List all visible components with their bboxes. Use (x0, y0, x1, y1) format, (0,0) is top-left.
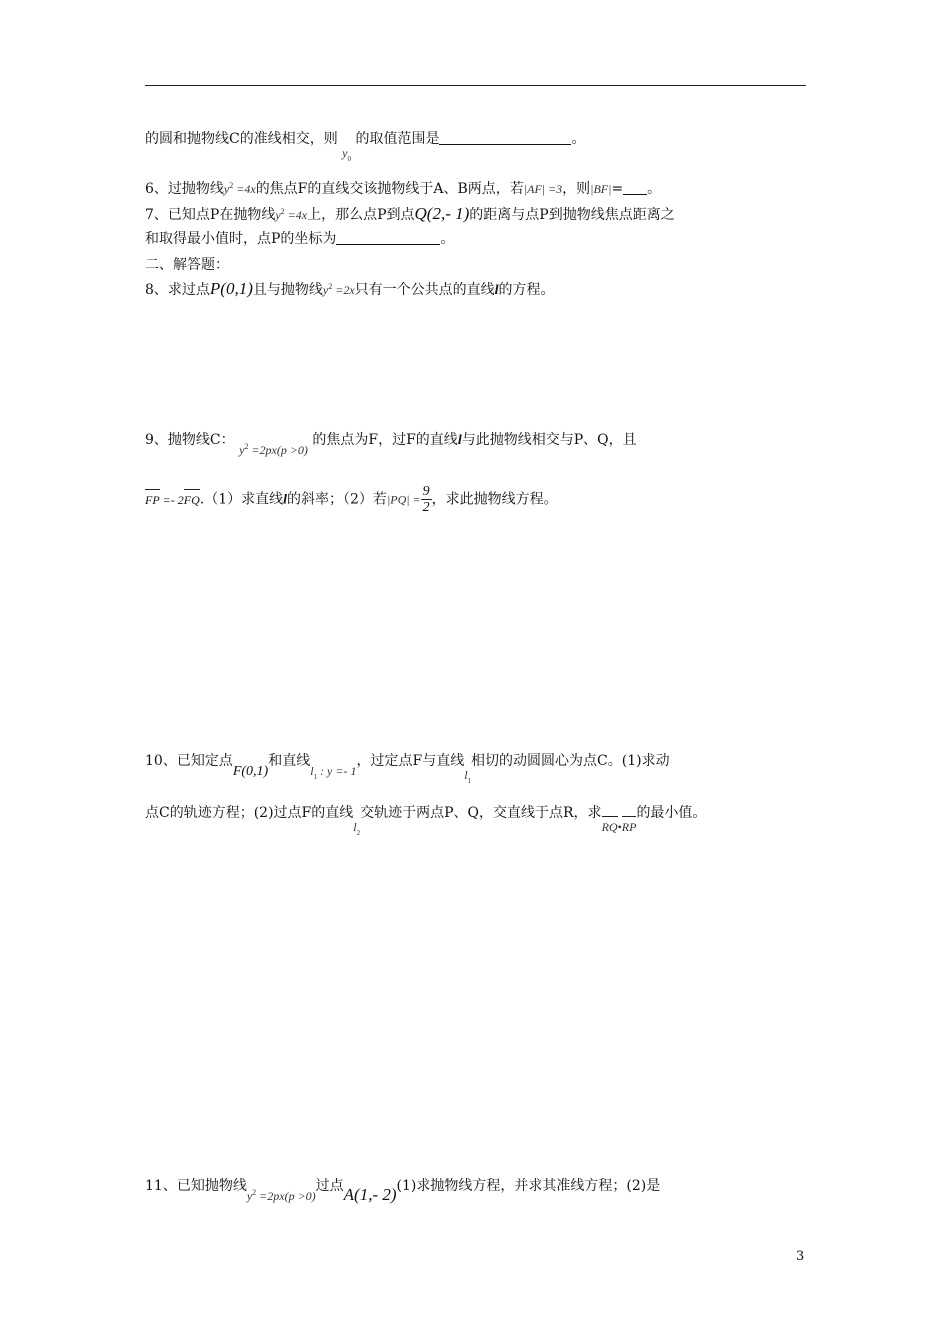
vector-equation: FP =- 2FQ (145, 493, 200, 508)
line-l1: $l_1$ (464, 768, 472, 785)
line-l: l (494, 283, 499, 298)
point-a: A(1,- 2) (343, 1185, 397, 1204)
point-f: F(0,1) (232, 764, 269, 779)
q8-equation: $y^2 =2x$ (322, 282, 355, 297)
line-l2: $l_2$ (353, 820, 361, 837)
line-l1-eq: $l_1$ : y =- 1 (310, 764, 357, 781)
q5-tail: 的圆和抛物线C的准线相交，则 $y_0$ 的取值范围是 。 (145, 131, 586, 163)
q10: 10、已知定点F(0,1)和直线$l_1$ : y =- 1，过定点F与直线$l_1$相切的动圆圆心为点C。(1)求动 (145, 753, 670, 785)
answer-blank (439, 130, 571, 145)
vector-product: RQ•RP (602, 820, 637, 834)
point-p: P(0,1) (209, 279, 253, 298)
q7: 7、已知点P在抛物线$y^2 =4x$上，那么点P到点Q(2,- 1)的距离与点P到抛物线焦点距离之 (145, 204, 675, 223)
fraction-9-2: $\frac{9}{2}$ (422, 484, 430, 515)
section-heading: 二、解答题： (145, 257, 229, 273)
q9-line2: FP =- 2FQ.（1）求直线l的斜率；（2）若|PQ| = $\frac{9}{2}$ ，求此抛物线方程。 (145, 484, 558, 515)
q6-equation: $y^2 =4x$ (223, 181, 256, 196)
q7-equation: $y^2 =4x$ (275, 207, 308, 222)
q5-text: 的圆和抛物线C的准线相交，则 (145, 131, 338, 147)
q7-line2: 和取得最小值时，点P的坐标为 。 (145, 231, 455, 247)
q9: 9、抛物线C： $y^2 =2px(p >0)$ 的焦点为F，过F的直线l与此抛物线相交与P、Q，且 (145, 432, 637, 457)
q9-equation: $y^2 =2px(p >0)$ (239, 442, 308, 457)
point-q: Q(2,- 1) (414, 204, 470, 223)
answer-blank (623, 180, 647, 195)
q5-text-b: 的取值范围是 (355, 131, 440, 147)
pq-expression: |PQ| = (386, 492, 421, 507)
af-expression: |AF| =3 (523, 182, 563, 196)
answer-blank (336, 230, 440, 245)
q11-equation: $y^2 =2px(p >0)$ (246, 1188, 316, 1203)
header-rule (145, 85, 806, 86)
q11: 11、已知抛物线$y^2 =2px(p >0)$过点A(1,- 2)(1)求抛物线方程，并求其准线方程；(2)是 (145, 1178, 661, 1204)
q10-line2: 点C的轨迹方程；(2)过点F的直线$l_2$交轨迹于两点P、Q，交直线于点R，求RQ•RP的最小值。 (145, 805, 707, 837)
bf-expression: |BF| (590, 182, 612, 196)
page-number: 3 (796, 1249, 805, 1264)
q8: 8、求过点P(0,1)且与抛物线$y^2 =2x$只有一个公共点的直线l的方程。 (145, 279, 555, 298)
y0-var: $y_0$ (342, 146, 351, 163)
q6: 6、过抛物线$y^2 =4x$的焦点F的直线交该抛物线于A、B两点，若|AF| =3，则|BF|= 。 (145, 181, 662, 197)
